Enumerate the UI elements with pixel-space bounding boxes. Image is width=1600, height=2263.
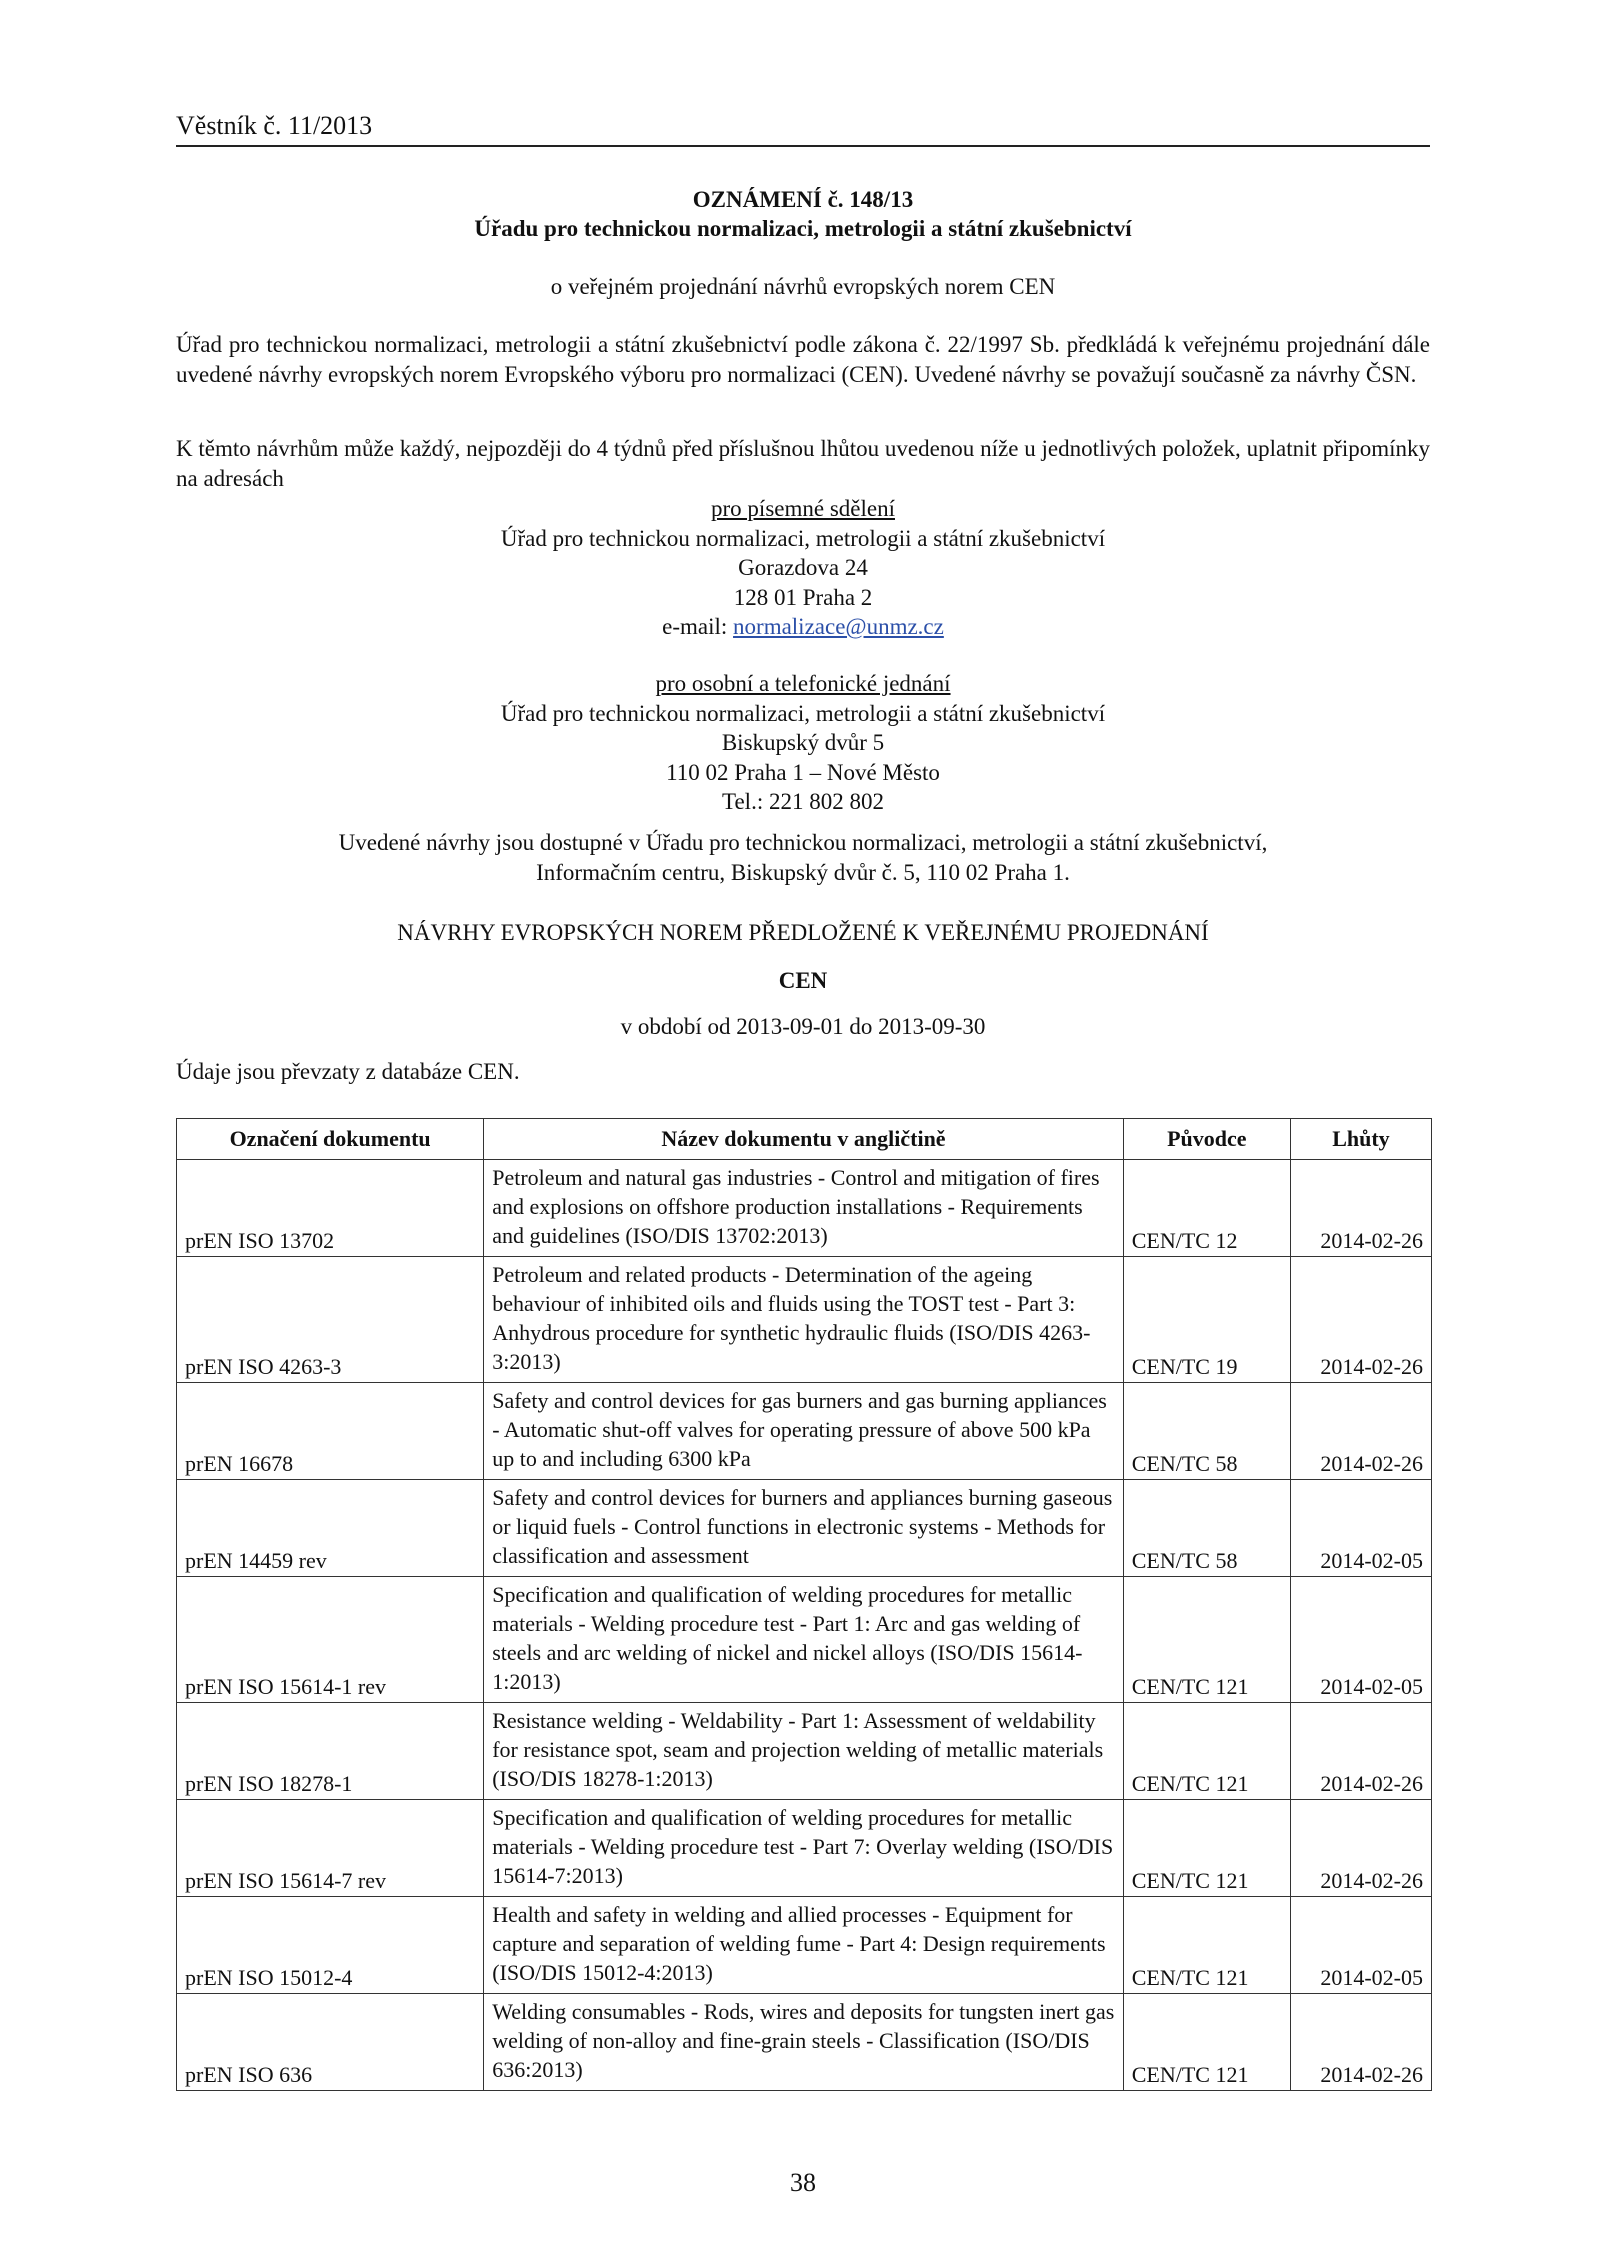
written-contact-office: Úřad pro technickou normalizaci, metrologii a státní zkušebnictví: [500, 525, 1106, 551]
document-id: prEN ISO 15614-1 rev: [177, 1577, 484, 1703]
document-deadline: 2014-02-05: [1290, 1897, 1431, 1994]
document-id: prEN ISO 15614-7 rev: [177, 1800, 484, 1897]
table-row: [177, 1800, 1432, 1897]
table-header-row: [177, 1119, 1432, 1160]
document-deadline: 2014-02-26: [1290, 1703, 1431, 1800]
document-originator: CEN/TC 121: [1123, 1994, 1290, 2091]
table-row: [177, 1160, 1432, 1257]
personal-contact-phone: Tel.: 221 802 802: [722, 789, 884, 814]
availability-line-2: Informačním centru, Biskupský dvůr č. 5, 110 02 Praha 1.: [536, 859, 1070, 885]
intro-paragraph: Úřad pro technickou normalizaci, metrologii a státní zkušebnictví podle zákona č. 22/1997 Sb. předkládá k veřejnému projednání dále uvedené návrhy evropských norem Evropského výboru pro normalizaci (CEN). Uvedené návrhy se považují současně za návrhy ČSN.: [176, 332, 1430, 387]
personal-contact-city: 110 02 Praha 1 – Nové Město: [666, 759, 940, 785]
written-contact-block: [176, 494, 1430, 642]
document-originator: CEN/TC 121: [1123, 1577, 1290, 1703]
document-name: Specification and qualification of welding procedures for metallic materials - Welding procedure test - Part 1: Arc and gas welding of steels and arc welding of nickel and nickel alloys (ISO/DIS 15614-1:2013): [484, 1577, 1124, 1703]
document-originator: CEN/TC 12: [1123, 1160, 1290, 1257]
document-name: Petroleum and natural gas industries - Control and mitigation of fires and explosions on offshore production installations - Requirements and guidelines (ISO/DIS 13702:2013): [484, 1160, 1124, 1257]
document-id: prEN ISO 18278-1: [177, 1703, 484, 1800]
source-note: Údaje jsou převzaty z databáze CEN.: [176, 1059, 520, 1084]
table-row: [177, 1257, 1432, 1383]
document-originator: CEN/TC 19: [1123, 1257, 1290, 1383]
comments-paragraph: K těmto návrhům může každý, nejpozději do 4 týdnů před příslušnou lhůtou uvedenou níže u jednotlivých položek, uplatnit připomínky na adresách: [176, 436, 1430, 491]
document-name: Resistance welding - Weldability - Part 1: Assessment of weldability for resistance spot, seam and projection welding of metallic materials (ISO/DIS 18278-1:2013): [484, 1703, 1124, 1800]
document-originator: CEN/TC 121: [1123, 1703, 1290, 1800]
document-originator: CEN/TC 58: [1123, 1480, 1290, 1577]
table-row: [177, 1577, 1432, 1703]
personal-contact-office: Úřad pro technickou normalizaci, metrologii a státní zkušebnictví: [500, 700, 1106, 726]
document-name: Specification and qualification of welding procedures for metallic materials - Welding procedure test - Part 7: Overlay welding (ISO/DIS 15614-7:2013): [484, 1800, 1124, 1897]
document-name: Health and safety in welding and allied processes - Equipment for capture and separation of welding fume - Part 4: Design requirements (ISO/DIS 15012-4:2013): [484, 1897, 1124, 1994]
section-heading: NÁVRHY EVROPSKÝCH NOREM PŘEDLOŽENÉ K VEŘEJNÉMU PROJEDNÁNÍ: [397, 920, 1209, 945]
document-name: Safety and control devices for burners and appliances burning gaseous or liquid fuels - Control functions in electronic systems - Methods for classification and assessment: [484, 1480, 1124, 1577]
column-header-name: Název dokumentu v angličtině: [484, 1119, 1124, 1160]
column-header-id: Označení dokumentu: [177, 1119, 484, 1160]
notice-issuer: Úřadu pro technickou normalizaci, metrologii a státní zkušebnictví: [474, 216, 1132, 241]
column-header-originator: Původce: [1123, 1119, 1290, 1160]
table-row: [177, 1994, 1432, 2091]
table-row: [177, 1897, 1432, 1994]
availability-note: [176, 828, 1430, 887]
section-period: v období od 2013-09-01 do 2013-09-30: [620, 1014, 986, 1039]
document-deadline: 2014-02-26: [1290, 1257, 1431, 1383]
document-id: prEN ISO 636: [177, 1994, 484, 2091]
personal-contact-block: [176, 669, 1430, 817]
document-deadline: 2014-02-26: [1290, 1160, 1431, 1257]
written-contact-city: 128 01 Praha 2: [733, 584, 873, 610]
written-contact-heading: pro písemné sdělení: [711, 496, 895, 521]
notice-title: OZNÁMENÍ č. 148/13: [692, 187, 914, 212]
documents-table: [176, 1118, 1432, 2091]
table-row: [177, 1383, 1432, 1480]
document-name: Safety and control devices for gas burners and gas burning appliances - Automatic shut-off valves for operating pressure of above 500 kPa up to and including 6300 kPa: [484, 1383, 1124, 1480]
document-name: Petroleum and related products - Determination of the ageing behaviour of inhibited oils and fluids using the TOST test - Part 3: Anhydrous procedure for synthetic hydraulic fluids (ISO/DIS 4263-3:2013): [484, 1257, 1124, 1383]
page-number: 38: [790, 2168, 816, 2197]
availability-line-1: Uvedené návrhy jsou dostupné v Úřadu pro technickou normalizaci, metrologii a státní zkušebnictví,: [338, 830, 1268, 855]
header-rule: [176, 145, 1430, 147]
section-organization: CEN: [778, 968, 828, 993]
column-header-deadline: Lhůty: [1290, 1119, 1431, 1160]
document-id: prEN 14459 rev: [177, 1480, 484, 1577]
document-originator: CEN/TC 121: [1123, 1800, 1290, 1897]
document-id: prEN ISO 4263-3: [177, 1257, 484, 1383]
document-originator: CEN/TC 58: [1123, 1383, 1290, 1480]
table-row: [177, 1480, 1432, 1577]
written-contact-street: Gorazdova 24: [738, 555, 868, 580]
email-label: e-mail:: [662, 614, 734, 639]
document-id: prEN ISO 15012-4: [177, 1897, 484, 1994]
personal-contact-street: Biskupský dvůr 5: [721, 730, 885, 755]
document-deadline: 2014-02-26: [1290, 1383, 1431, 1480]
running-header: Věstník č. 11/2013: [176, 111, 373, 140]
table-row: [177, 1703, 1432, 1800]
document-deadline: 2014-02-05: [1290, 1577, 1431, 1703]
email-link[interactable]: normalizace@unmz.cz: [733, 614, 944, 639]
document-id: prEN 16678: [177, 1383, 484, 1480]
document-deadline: 2014-02-05: [1290, 1480, 1431, 1577]
document-id: prEN ISO 13702: [177, 1160, 484, 1257]
document-name: Welding consumables - Rods, wires and deposits for tungsten inert gas welding of non-alloy and fine-grain steels - Classification (ISO/DIS 636:2013): [484, 1994, 1124, 2091]
personal-contact-heading: pro osobní a telefonické jednání: [655, 671, 951, 696]
document-deadline: 2014-02-26: [1290, 1800, 1431, 1897]
written-contact-email-line: [176, 612, 1430, 642]
document-originator: CEN/TC 121: [1123, 1897, 1290, 1994]
document-deadline: 2014-02-26: [1290, 1994, 1431, 2091]
notice-subject: o veřejném projednání návrhů evropských norem CEN: [550, 274, 1056, 299]
